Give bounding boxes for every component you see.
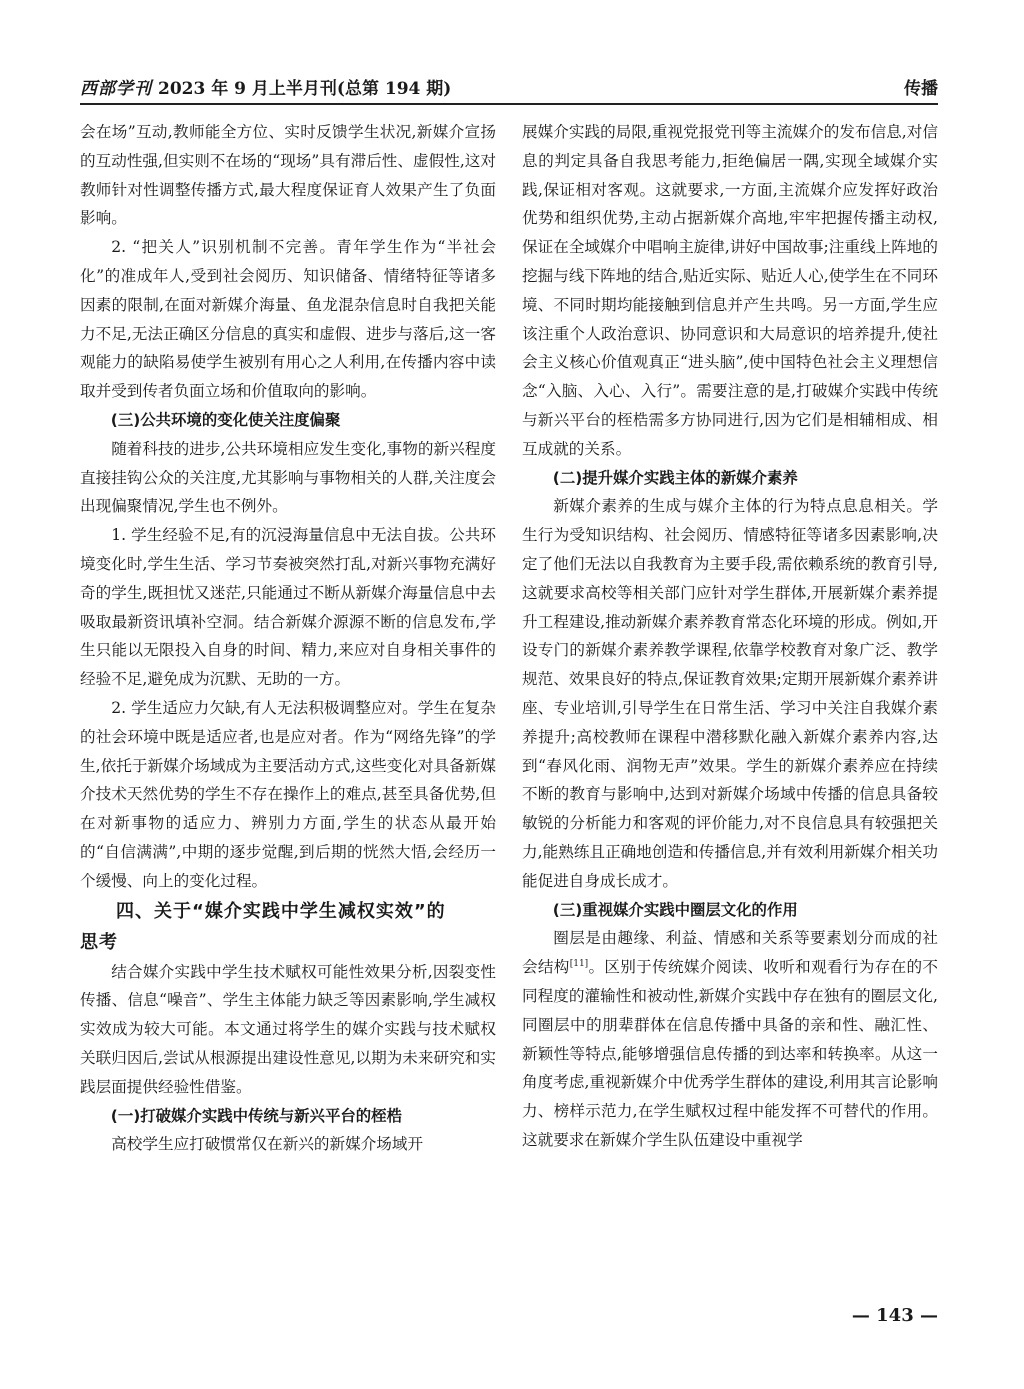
paragraph-text: 圈层是由趣缘、利益、情感和关系等要素划分而成的社会结构: [522, 929, 938, 977]
paragraph: 2. 学生适应力欠缺,有人无法积极调整应对。学生在复杂的社会环境中既是适应者,也是应对者。作为“网络先锋”的学生,依托于新媒介场域成为主要活动方式,这些变化对具备新媒介技术天然优势的学生不存在操作上的难点,甚至具备优势,但在对新事物的适应力、辨别力方面,学生的状态从最开始的“自信满满”,中期的逐步觉醒,到后期的恍然大悟,会经历一个缓慢、向上的变化过程。: [80, 698, 496, 890]
left-column: [80, 118, 496, 1159]
page-number: — 143 —: [851, 1305, 938, 1326]
paragraph: 2. “把关人”识别机制不完善。青年学生作为“半社会化”的准成年人,受到社会阅历、知识储备、情绪特征等诸多因素的限制,在面对新媒介海量、鱼龙混杂信息时自我把关能力不足,无法正确区分信息的真实和虚假、进步与落后,这一客观能力的缺陷易使学生被别有用心之人利用,在传播内容中读取并受到传者负面立场和价值取向的影响。: [80, 238, 496, 401]
journal-logo: 西部学刊: [80, 79, 152, 99]
issue-info: 2023 年 9 月上半月刊(总第 194 期): [158, 79, 452, 99]
paragraph: [522, 924, 938, 1154]
paragraph: 高校学生应打破惯常仅在新兴的新媒介场域开: [111, 1135, 424, 1154]
page-header: [80, 72, 938, 100]
paragraph: 展媒介实践的局限,重视党报党刊等主流媒介的发布信息,对信息的判定具备自我思考能力,拒绝偏居一隅,实现全域媒介实践,保证相对客观。这就要求,一方面,主流媒介应发挥好政治优势和组织优势,主动占据新媒介高地,牢牢把握传播主动权,保证在全域媒介中唱响主旋律,讲好中国故事;注重线上阵地的挖掘与线下阵地的结合,贴近实际、贴近人心,使学生在不同环境、不同时期均能接触到信息并产生共鸣。另一方面,学生应该注重个人政治意识、协同意识和大局意识的培养提升,使社会主义核心价值观真正“进头脑”,使中国特色社会主义理想信念“入脑、入心、入行”。需要注意的是,打破媒介实践中传统与新兴平台的桎梏需多方协同进行,因为它们是相辅相成、相互成就的关系。: [522, 123, 938, 458]
paragraph-text: 。区别于传统媒介阅读、收听和观看行为存在的不同程度的灌输性和被动性,新媒介实践中存在独有的圈层文化,同圈层中的朋辈群体在信息传播中具备的亲和性、融汇性、新颖性等特点,能够增强信息传播的到达率和转换率。从这一角度考虑,重视新媒介中优秀学生群体的建设,利用其言论影响力、榜样示范力,在学生赋权过程中能发挥不可替代的作用。这就要求在新媒介学生队伍建设中重视学: [522, 958, 938, 1149]
subsection-heading: (三)重视媒介实践中圈层文化的作用: [552, 900, 798, 919]
paragraph: 随着科技的进步,公共环境相应发生变化,事物的新兴程度直接挂钩公众的关注度,尤其影响与事物相关的人群,关注度会出现偏聚情况,学生也不例外。: [80, 439, 496, 516]
paragraph: 会在场”互动,教师能全方位、实时反馈学生状况,新媒介宣扬的互动性强,但实则不在场的“现场”具有滞后性、虚假性,这对教师针对性调整传播方式,最大程度保证育人效果产生了负面影响。: [80, 123, 496, 228]
subsection-heading: (三)公共环境的变化使关注度偏聚: [110, 410, 341, 429]
section-name: 传播: [904, 79, 938, 99]
right-column: [522, 118, 938, 1155]
section-heading-line2: 思考: [80, 931, 118, 953]
subsection-heading: (一)打破媒介实践中传统与新兴平台的桎梏: [110, 1106, 402, 1125]
section-heading-line1: 四、关于“媒介实践中学生减权实效”的: [116, 900, 446, 922]
paragraph: 新媒介素养的生成与媒介主体的行为特点息息相关。学生行为受知识结构、社会阅历、情感特征等诸多因素影响,决定了他们无法以自我教育为主要手段,需依赖系统的教育引导,这就要求高校等相关部门应针对学生群体,开展新媒介素养提升工程建设,推动新媒介素养教育常态化环境的形成。例如,开设专门的新媒介素养教学课程,依靠学校教育对象广泛、教学规范、效果良好的特点,保证教育效果;定期开展新媒介素养讲座、专业培训,引导学生在日常生活、学习中关注自我媒介素养提升;高校教师在课程中潜移默化融入新媒介素养内容,达到“春风化雨、润物无声”效果。学生的新媒介素养应在持续不断的教育与影响中,达到对新媒介场域中传播的信息具备较敏锐的分析能力和客观的评价能力,对不良信息具有较强把关力,能熟练且正确地创造和传播信息,并有效利用新媒介相关功能促进自身成长成才。: [522, 497, 938, 890]
paragraph: 结合媒介实践中学生技术赋权可能性效果分析,因裂变性传播、信息“噪音”、学生主体能力缺乏等因素影响,学生减权实效成为较大可能。本文通过将学生的媒介实践与技术赋权关联归因后,尝试从根源提出建设性意见,以期为未来研究和实践层面提供经验性借鉴。: [80, 962, 496, 1096]
subsection-heading: (二)提升媒介实践主体的新媒介素养: [552, 468, 798, 487]
citation-ref: [11]: [569, 958, 589, 969]
header-rule: [80, 103, 938, 105]
paragraph: 1. 学生经验不足,有的沉浸海量信息中无法自拔。公共环境变化时,学生生活、学习节奏被突然打乱,对新兴事物充满好奇的学生,既担忧又迷茫,只能通过不断从新媒介海量信息中去吸取最新资讯填补空洞。结合新媒介源源不断的信息发布,学生只能以无限投入自身的时间、精力,来应对自身相关事件的经验不足,避免成为沉默、无助的一方。: [80, 526, 496, 689]
section-heading: [80, 896, 496, 958]
